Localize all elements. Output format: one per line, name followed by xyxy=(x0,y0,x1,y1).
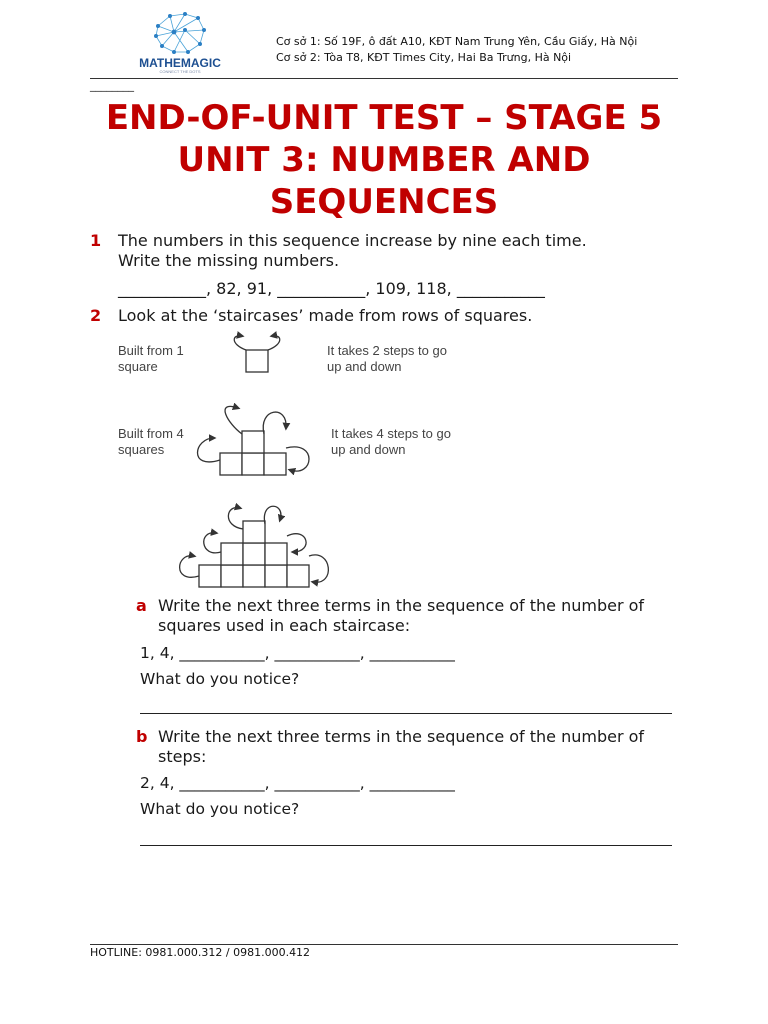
staircase-1 xyxy=(234,336,280,372)
figure-label-1-line-2: square xyxy=(118,359,158,374)
question-1-text-line-2: Write the missing numbers. xyxy=(118,251,340,270)
page-title-line-3: SEQUENCES xyxy=(269,182,499,222)
figure-label-2-line-2: squares xyxy=(118,442,165,457)
figure-steps-2-line-1: It takes 4 steps to go xyxy=(331,426,451,441)
figure-steps-1-line-2: up and down xyxy=(327,359,402,374)
question-1-sequence: ___________, 82, 91, ___________, 109, 118, ___________ xyxy=(118,279,545,298)
part-a-text-line-2: squares used in each staircase: xyxy=(158,616,411,635)
footer-divider xyxy=(90,944,678,945)
address-line-1: Cơ sở 1: Số 19F, ô đất A10, KĐT Nam Trung Yên, Cầu Giấy, Hà Nội xyxy=(276,35,638,48)
question-1-text-line-1: The numbers in this sequence increase by nine each time. xyxy=(118,231,587,250)
part-b-sequence: 2, 4, ___________, ___________, ___________ xyxy=(140,774,455,792)
part-b-text-line-1: Write the next three terms in the sequence of the number of xyxy=(158,727,645,746)
question-2-number: 2 xyxy=(90,306,102,325)
part-b-letter: b xyxy=(136,727,148,746)
part-a-notice: What do you notice? xyxy=(140,670,300,688)
staircase-2 xyxy=(198,406,310,475)
staircase-figure xyxy=(118,330,463,592)
part-b-notice: What do you notice? xyxy=(140,800,300,818)
staircase-diagram xyxy=(118,330,463,592)
figure-label-2-line-1: Built from 4 xyxy=(118,426,184,441)
part-b-answer-line[interactable] xyxy=(140,845,672,846)
header-divider xyxy=(90,78,678,79)
part-a-letter: a xyxy=(136,596,147,615)
figure-steps-1-line-1: It takes 2 steps to go xyxy=(327,343,447,358)
address-line-2: Cơ sở 2: Tòa T8, KĐT Times City, Hai Ba Trưng, Hà Nội xyxy=(276,51,572,64)
footer-hotline: HOTLINE: 0981.000.312 / 0981.000.412 xyxy=(90,946,311,959)
figure-label-1-line-1: Built from 1 xyxy=(118,343,184,358)
part-a-sequence: 1, 4, ___________, ___________, ___________ xyxy=(140,644,455,662)
part-a-answer-line[interactable] xyxy=(140,713,672,714)
part-a-text-line-1: Write the next three terms in the sequence of the number of xyxy=(158,596,645,615)
page-title-line-1: END-OF-UNIT TEST – STAGE 5 xyxy=(105,98,663,138)
staircase-3 xyxy=(180,506,329,587)
figure-steps-2-line-2: up and down xyxy=(331,442,406,457)
question-1-number: 1 xyxy=(90,231,102,250)
logo-name: MATHEMAGIC xyxy=(139,56,221,70)
brain-network-icon xyxy=(130,8,230,58)
page-title-line-2: UNIT 3: NUMBER AND xyxy=(177,140,591,180)
logo-tagline: CONNECT THE DOTS xyxy=(159,69,201,74)
mathemagic-logo xyxy=(130,8,230,74)
part-b-text-line-2: steps: xyxy=(158,747,207,766)
header-divider-tail: ________ xyxy=(90,79,134,92)
question-2-text: Look at the ‘staircases’ made from rows of squares. xyxy=(118,306,533,325)
